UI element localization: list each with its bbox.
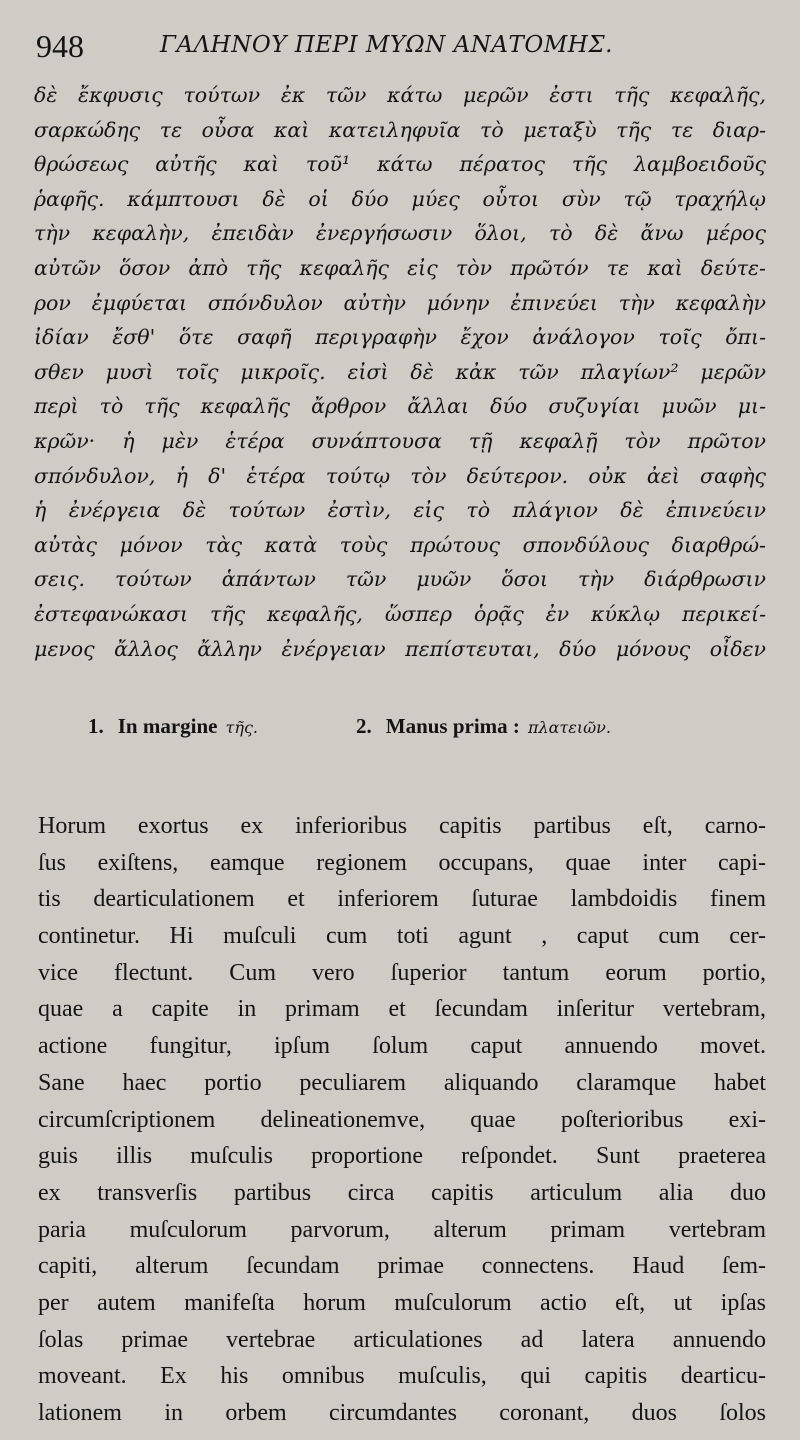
latin-text-line: actione fungitur, ipſum ſolum caput annuendo movet. <box>38 1033 766 1060</box>
page-number: 948 <box>36 28 84 64</box>
footnote-number: 1. <box>88 714 104 738</box>
greek-text-line: ἰδίαν ἔσθ' ὅτε σαφῆ περιγραφὴν ἔχον ἀνάλογον τοῖς ὄπι- <box>34 325 766 350</box>
latin-text-line: Sane haec portio peculiarem aliquando claramque habet <box>38 1069 766 1096</box>
greek-text-line: τὴν κεφαλὴν, ἐπειδὰν ἐνεργήσωσιν ὅλοι, τὸ δὲ ἄνω μέρος <box>34 221 766 246</box>
greek-text-line: κρῶν· ἡ μὲν ἑτέρα συνάπτουσα τῇ κεφαλῇ τὸν πρῶτον <box>34 428 766 453</box>
latin-text-line: guis illis muſculis proportione reſpondet. Sunt praeterea <box>38 1143 766 1170</box>
latin-text-line: ex transverſis partibus circa capitis articulum alia duo <box>38 1179 766 1206</box>
greek-text-line: σπόνδυλον, ἡ δ' ἑτέρα τούτῳ τὸν δεύτερον. οὐκ ἀεὶ σαφὴς <box>34 463 766 488</box>
latin-text-line: Horum exortus ex inferioribus capitis partibus eſt, carno- <box>38 813 766 839</box>
greek-text-line: μενος ἄλλος ἄλλην ἐνέργειαν πεπίστευται, δύο μόνους οἶδεν <box>34 636 766 661</box>
footnotes <box>88 714 768 748</box>
latin-text-line: ſolas primae vertebrae articulationes ad latera annuendo <box>38 1326 766 1353</box>
greek-text-line: σεις. τούτων ἁπάντων τῶν μυῶν ὅσοι τὴν διάρθρωσιν <box>34 567 766 592</box>
latin-text-line: tis dearticulationem et inferiorem ſuturae lambdoidis finem <box>38 886 766 913</box>
greek-text-line: σθεν μυσὶ τοῖς μικροῖς. εἰσὶ δὲ κἀκ τῶν πλαγίων² μερῶν <box>34 359 766 384</box>
footnote <box>356 714 611 739</box>
greek-text-line: θρώσεως αὐτῆς καὶ τοῦ¹ κάτω πέρατος τῆς λαμβοειδοῦς <box>34 152 766 177</box>
footnote-text: In margine <box>117 714 218 738</box>
latin-text-line: per autem manifeſta horum muſculorum actio eſt, ut ipſas <box>38 1289 766 1316</box>
greek-text-line: σαρκώδης τε οὖσα καὶ κατειληφυῖα τὸ μεταξὺ τῆς τε διαρ- <box>34 117 766 142</box>
greek-text-line: αὐτῶν ὅσον ἀπὸ τῆς κεφαλῆς εἰς τὸν πρῶτόν τε καὶ δεύτε- <box>34 255 766 280</box>
latin-text-line: paria muſculorum parvorum, alterum primam vertebram <box>38 1216 766 1243</box>
latin-text-line: capiti, alterum ſecundam primae connectens. Haud ſem- <box>38 1253 766 1280</box>
greek-text-line: αὐτὰς μόνον τὰς κατὰ τοὺς πρώτους σπονδύλους διαρθρώ- <box>34 532 766 557</box>
greek-text-line: ῥαφῆς. κάμπτουσι δὲ οἱ δύο μύες οὗτοι σὺν τῷ τραχήλῳ <box>34 186 766 211</box>
footnote-greek-reading: τῆς. <box>225 718 258 737</box>
latin-text-line: continetur. Hi muſculi cum toti agunt , caput cum cer- <box>38 923 766 950</box>
greek-text-line: ἡ ἐνέργεια δὲ τούτων ἐστὶν, εἰς τὸ πλάγιον δὲ ἐπινεύειν <box>34 498 766 523</box>
footnote-greek-reading: πλατειῶν. <box>527 718 611 737</box>
greek-text-line: περὶ τὸ τῆς κεφαλῆς ἄρθρον ἄλλαι δύο συζυγίαι μυῶν μι- <box>34 394 766 419</box>
latin-text-line: moveant. Ex his omnibus muſculis, qui capitis dearticu- <box>38 1363 766 1390</box>
footnote-text: Manus prima : <box>385 714 520 738</box>
greek-text-line: ρον ἐμφύεται σπόνδυλον αὐτὴν μόνην ἐπινεύει τὴν κεφαλὴν <box>34 290 766 315</box>
greek-text-block <box>34 78 766 666</box>
latin-text-line: vice flectunt. Cum vero ſuperior tantum eorum portio, <box>38 959 766 986</box>
greek-text-line: ἐστεφανώκασι τῆς κεφαλῆς, ὥσπερ ὁρᾷς ἐν κύκλῳ περικεί- <box>34 601 766 626</box>
latin-text-line: lationem in orbem circumdantes coronant, duos ſolos <box>38 1400 766 1426</box>
page-header <box>0 24 800 68</box>
latin-text-line: circumſcriptionem delineationemve, quae poſterioribus exi- <box>38 1106 766 1133</box>
latin-text-line: ſus exiſtens, eamque regionem occupans, quae inter capi- <box>38 849 766 876</box>
footnote-number: 2. <box>356 714 372 738</box>
running-head: ΓΑΛΗΝΟΥ ΠΕΡΙ ΜΥΩΝ ΑΝΑΤΟΜΗΣ. <box>160 32 613 58</box>
latin-translation-block <box>38 808 766 1432</box>
latin-text-line: quae a capite in primam et ſecundam inſeritur vertebram, <box>38 996 766 1023</box>
footnote <box>88 714 258 739</box>
greek-text-line: δὲ ἔκφυσις τούτων ἐκ τῶν κάτω μερῶν ἐστι τῆς κεφαλῆς, <box>34 83 766 107</box>
